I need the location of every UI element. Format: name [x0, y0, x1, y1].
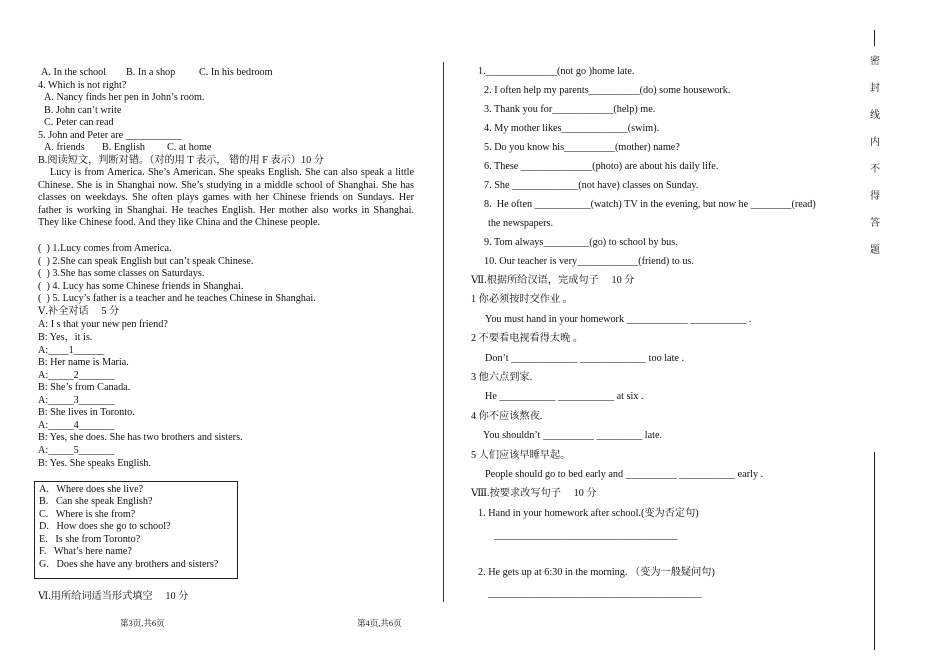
fill-item-10: 10. Our teacher is very____________(friend) to us.	[484, 256, 694, 267]
rewrite-question-2: 2. He gets up at 6:30 in the morning. （变为一般疑问句)	[478, 567, 715, 578]
column-divider	[443, 62, 444, 602]
section-v-title: Ⅴ.补全对话 5 分	[38, 306, 120, 317]
seal-char: 线	[870, 110, 880, 121]
seal-line-bottom	[874, 452, 875, 650]
option-item: G. Does she have any brothers and sisters?	[39, 559, 219, 570]
seal-char: 密	[870, 56, 880, 67]
fill-item-3: 3. Thank you for____________(help) me.	[484, 104, 656, 115]
tf-item-2: ( ) 2.She can speak English but can’t speak Chinese.	[38, 256, 254, 267]
q3-option-a: A. In the school	[41, 67, 107, 78]
fill-item-7: 7. She _____________(not have) classes on Sunday.	[484, 180, 699, 191]
dialogue-line: B: Yes. She speaks English.	[38, 458, 151, 469]
seal-char: 内	[870, 137, 880, 148]
page-number-left: 第3页,共6页	[120, 618, 165, 628]
fill-item-1: 1.______________(not go )home late.	[478, 66, 635, 77]
q5-option-c: C. at home	[167, 142, 212, 153]
dialogue-line: B: She’s from Canada.	[38, 382, 131, 393]
seal-char: 得	[870, 191, 880, 202]
dialogue-line: A:_____5_______	[38, 445, 115, 456]
seal-char: 不	[870, 164, 880, 175]
reading-passage: Lucy is from America. She’s American. She speaks English. She can also speak a little Chinese. She is in Shanghai now. She’s studying in a middle school of Shanghai. She has classes on weekdays. She often plays games with her Chinese friends on Sundays. Her father is working in Shanghai. He teaches English. Her mother also works in Shanghai. They like Chinese food. And they like China and the Chinese people.	[38, 167, 414, 229]
fill-item-6: 6. These ______________(photo) are about his daily life.	[484, 161, 719, 172]
q4-option-a: A. Nancy finds her pen in John’s room.	[44, 92, 205, 103]
fill-item-8: 8. He often ___________(watch) TV in the evening, but now he ________(read)	[484, 199, 816, 210]
tf-item-5: ( ) 5. Lucy’s father is a teacher and he teaches Chinese in Shanghai.	[38, 293, 316, 304]
option-item: C. Where is she from?	[39, 509, 136, 520]
section-vii-title: Ⅶ.根据所给汉语，完成句子 10 分	[471, 275, 635, 286]
translate-cn-1: 1 你必须按时交作业 。	[471, 294, 573, 305]
fill-item-2: 2. I often help my parents__________(do) some housework.	[484, 85, 731, 96]
option-item: F. What’s here name?	[39, 546, 132, 557]
translate-cn-2: 2 不要看电视看得太晚 。	[471, 333, 584, 344]
dialogue-line: B: Yes，it is.	[38, 332, 93, 343]
q5-option-b: B. English	[102, 142, 146, 153]
q4-stem: 4. Which is not right?	[38, 80, 127, 91]
translate-cn-5: 5 人们应该早睡早起。	[471, 450, 571, 461]
seal-char: 封	[870, 83, 880, 94]
fill-item-8-cont: the newspapers.	[488, 218, 554, 229]
fill-item-4: 4. My mother likes_____________(swim).	[484, 123, 660, 134]
dialogue-line: B: Her name is Maria.	[38, 357, 129, 368]
translate-en-4: You shouldn’t __________ _________ late.	[483, 430, 663, 441]
q4-option-c: C. Peter can read	[44, 117, 114, 128]
rewrite-blank-1: ____________________________________	[494, 530, 678, 541]
fill-item-5: 5. Do you know his__________(mother) name?	[484, 142, 680, 153]
seal-char: 答	[870, 218, 880, 229]
rewrite-question-1: 1. Hand in your homework after school.(变为否定句)	[478, 508, 699, 519]
dialogue-line: A:_____3_______	[38, 395, 115, 406]
dialogue-line: A:_____4_______	[38, 420, 115, 431]
seal-char: 题	[870, 245, 880, 256]
dialogue-line: A:____1______	[38, 345, 105, 356]
q3-option-b: B. In a shop	[126, 67, 176, 78]
dialogue-line: A: I s that your new pen friend?	[38, 319, 168, 330]
tf-item-3: ( ) 3.She has some classes on Saturdays.	[38, 268, 205, 279]
seal-line-top	[874, 30, 875, 46]
q5-option-a: A. friends	[44, 142, 85, 153]
translate-en-1: You must hand in your homework ____________ ___________ .	[485, 314, 752, 325]
option-item: E. Is she from Toronto?	[39, 534, 141, 545]
page-number-right: 第4页,共6页	[357, 618, 402, 628]
rewrite-blank-2: __________________________________________	[488, 588, 702, 599]
tf-item-1: ( ) 1.Lucy comes from America.	[38, 243, 172, 254]
section-viii-title: Ⅷ.按要求改写句子 10 分	[471, 488, 597, 499]
q4-option-b: B. John can’t write	[44, 105, 122, 116]
dialogue-line: B: Yes, she does. She has two brothers and sisters.	[38, 432, 243, 443]
section-b-title: B.阅读短文，判断对错。（对的用 T 表示， 错的用 F 表示）10 分	[38, 155, 324, 166]
translate-en-5: People should go to bed early and __________ ___________ early .	[485, 469, 764, 480]
tf-item-4: ( ) 4. Lucy has some Chinese friends in Shanghai.	[38, 281, 244, 292]
translate-cn-3: 3 他六点到家.	[471, 372, 533, 383]
section-vi-title: Ⅵ.用所给词适当形式填空 10 分	[38, 591, 189, 602]
q5-stem: 5. John and Peter are ___________	[38, 130, 182, 141]
option-item: B. Can she speak English?	[39, 496, 153, 507]
dialogue-line: B: She lives in Toronto.	[38, 407, 135, 418]
translate-cn-4: 4 你不应该熬夜.	[471, 411, 543, 422]
translate-en-3: He ___________ ___________ at six .	[485, 391, 644, 402]
option-item: D. How does she go to school?	[39, 521, 171, 532]
option-item: A. Where does she live?	[39, 484, 144, 495]
fill-item-9: 9. Tom always_________(go) to school by bus.	[484, 237, 678, 248]
q3-option-c: C. In his bedroom	[199, 67, 273, 78]
dialogue-line: A:_____2_______	[38, 370, 115, 381]
translate-en-2: Don’t _____________ _____________ too late .	[485, 353, 685, 364]
